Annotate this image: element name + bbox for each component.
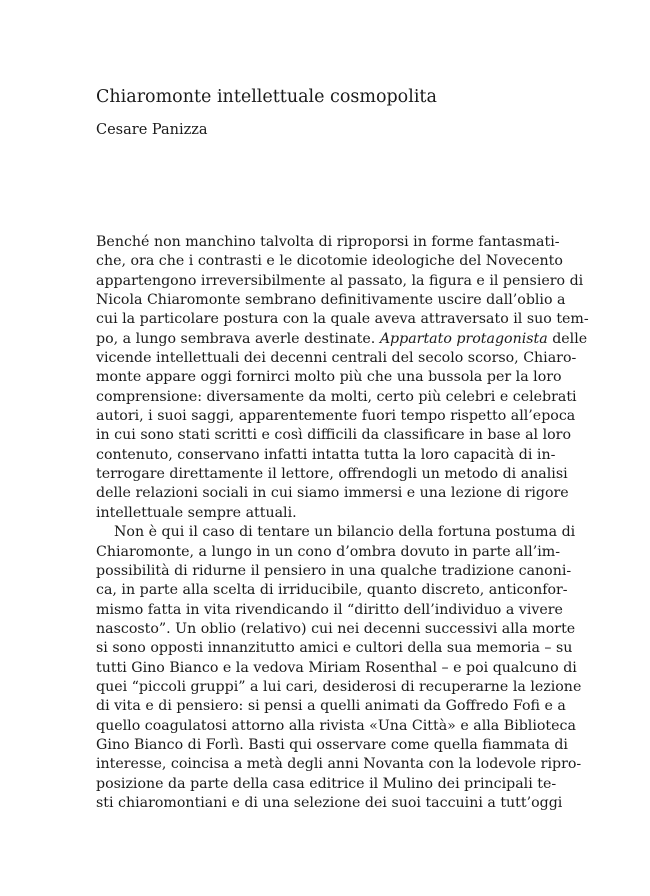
text-line: cui la particolare postura con la quale aveva attraversato il suo tem-	[96, 311, 589, 328]
text-line: Non è qui il caso di tentare un bilancio della fortuna postuma di	[114, 524, 576, 541]
text-line: tutti Gino Bianco e la vedova Miriam Rosenthal – e poi qualcuno di	[96, 659, 577, 676]
text-line: posizione da parte della casa editrice il Mulino dei principali te-	[96, 775, 557, 792]
text-segment: delle	[547, 330, 588, 347]
text-line: che, ora che i contrasti e le dicotomie ideologiche del Novecento	[96, 253, 563, 270]
text-line: comprensione: diversamente da molti, certo più celebri e celebrati	[96, 388, 577, 405]
text-line: delle relazioni sociali in cui siamo immersi e una lezione di rigore	[96, 485, 569, 502]
text-line: Benché non manchino talvolta di riproporsi in forme fantasmati-	[96, 234, 560, 250]
paragraph-2	[96, 523, 582, 813]
text-line: mismo fatta in vita rivendicando il “diritto dell’individuo a vivere	[96, 601, 563, 618]
text-line: sti chiaromontiani e di una selezione dei suoi taccuini a tutt’oggi	[96, 794, 563, 811]
text-line: si sono opposti innanzitutto amici e cultori della sua memoria – su	[96, 640, 573, 657]
text-segment: po, a lungo sembrava averle destinate.	[96, 330, 380, 347]
text-line: autori, i suoi saggi, apparentemente fuori tempo rispetto all’epoca	[96, 408, 576, 425]
text-line: contenuto, conservano infatti intatta tutta la loro capacità di in-	[96, 446, 556, 463]
text-line: quei “piccoli gruppi” a lui cari, desiderosi di recuperarne la lezione	[96, 678, 582, 695]
text-line: intellettuale sempre attuali.	[96, 504, 297, 521]
text-line-with-italic	[96, 330, 588, 349]
text-line: Chiaromonte, a lungo in un cono d’ombra dovuto in parte all’im-	[96, 543, 561, 560]
text-line: appartengono irreversibilmente al passato, la figura e il pensiero di	[96, 272, 584, 289]
text-line: interesse, coincisa a metà degli anni Novanta con la lodevole ripro-	[96, 756, 582, 773]
text-line: quello coagulatosi attorno alla rivista «Una Città» e alla Biblioteca	[96, 717, 576, 734]
text-line: nascosto”. Un oblio (relativo) cui nei decenni successivi alla morte	[96, 620, 576, 637]
text-line: vicende intellettuali dei decenni centrali del secolo scorso, Chiaro-	[96, 350, 577, 367]
text-line: in cui sono stati scritti e così difficili da classificare in base al loro	[96, 427, 572, 444]
text-line: Nicola Chiaromonte sembrano definitivamente uscire dall’oblio a	[96, 292, 566, 309]
text-line: di vita e di pensiero: si pensi a quelli animati da Goffredo Fofi e a	[96, 698, 566, 715]
text-line: monte appare oggi fornirci molto più che una bussola per la loro	[96, 369, 562, 386]
italic-phrase: Appartato protagonista	[379, 330, 548, 347]
author-name: Cesare Panizza	[96, 122, 208, 138]
body-text	[96, 233, 589, 813]
chapter-title: Chiaromonte intellettuale cosmopolita	[96, 87, 437, 107]
text-line: terrogare direttamente il lettore, offrendogli un metodo di analisi	[96, 466, 568, 483]
paragraph-1	[96, 233, 589, 523]
text-line: possibilità di ridurne il pensiero in una qualche tradizione canoni-	[96, 562, 572, 579]
text-line: Gino Bianco di Forlì. Basti qui osservare come quella fiammata di	[96, 736, 568, 753]
text-line: ca, in parte alla scelta di irriducibile, quanto discreto, anticonfor-	[96, 582, 568, 599]
